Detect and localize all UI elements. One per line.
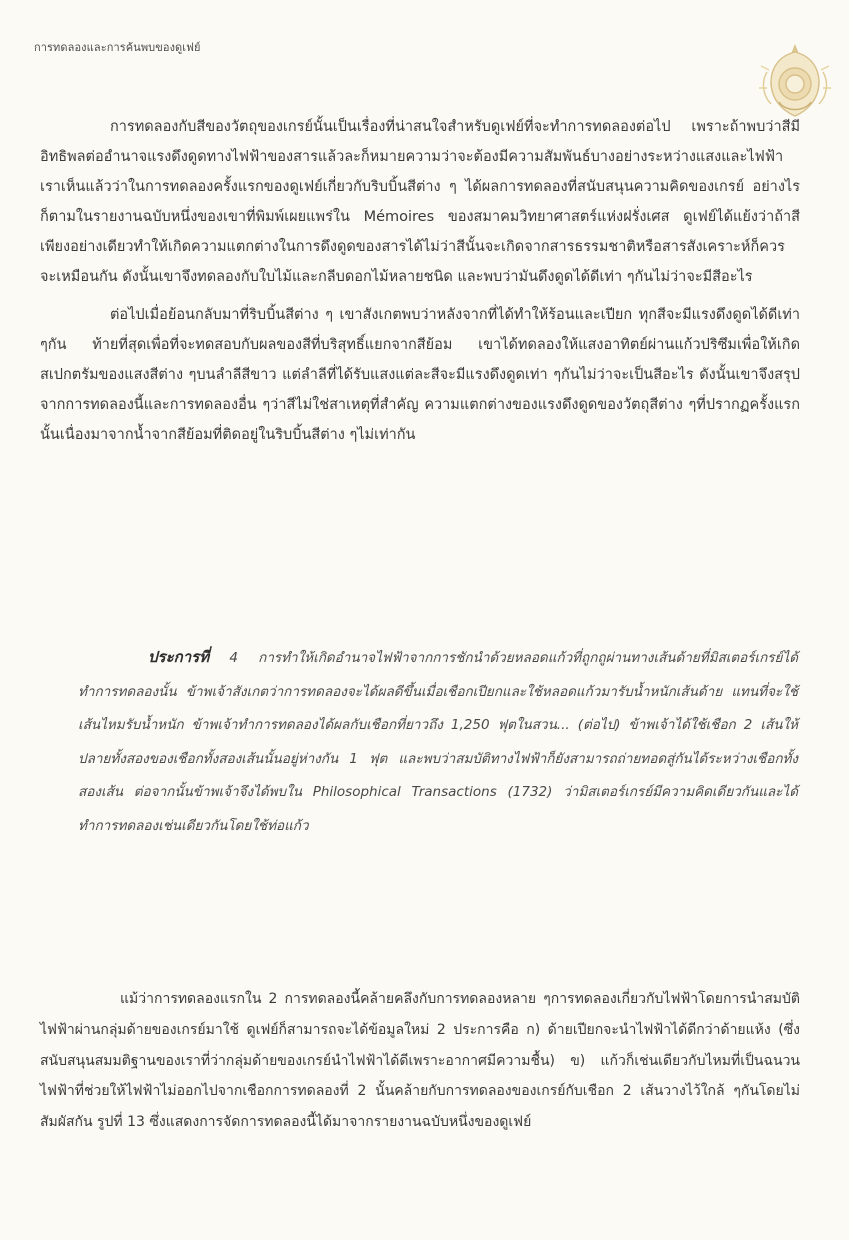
running-header: การทดลองและการค้นพบของดูเฟย์ [34,41,201,54]
block-quote [78,641,798,843]
quote-lead: ประการที่ [148,648,210,666]
paragraph-1: การทดลองกับสีของวัตถุของเกรย์นั้นเป็นเรื่องที่น่าสนใจสำหรับดูเฟย์ที่จะทำการทดลองต่อไป เพราะถ้าพบว่าสีมีอิทธิพลต่ออำนาจแรงดึงดูดทางไฟฟ้าของสารแล้วละก็หมายความว่าจะต้องมีความสัมพันธ์บางอย่างระหว่างแสงและไฟฟ้า เราเห็นแล้วว่าในการทดลองครั้งแรกของดูเฟย์เกี่ยวกับริบบิ้นสีต่าง ๆ ได้ผลการทดลองที่สนับสนุนความคิดของเกรย์ อย่างไรก็ตามในรายงานฉบับหนึ่งของเขาที่พิมพ์เผยแพร่ใน Mémoires ของสมาคมวิทยาศาสตร์แห่งฝรั่งเศส ดูเฟย์ได้แย้งว่าถ้าสีเพียงอย่างเดียวทำให้เกิดความแตกต่างในการดึงดูดของสารได้ไม่ว่าสีนั้นจะเกิดจากสารธรรมชาติหรือสารสังเคราะห์ก็ควรจะเหมือนกัน ดังนั้นเขาจึงทดลองกับใบไม้และกลีบดอกไม้หลายชนิด และพบว่ามันดึงดูดได้ดีเท่า ๆกันไม่ว่าจะมีสีอะไร [40,119,800,285]
emblem-icon [749,42,841,122]
paragraph-2: ต่อไปเมื่อย้อนกลับมาที่ริบบิ้นสีต่าง ๆ เขาสังเกตพบว่าหลังจากที่ได้ทำให้ร้อนและเปียก ทุกสีจะมีแรงดึงดูดได้ดีเท่า ๆกัน ท้ายที่สุดเพื่อที่จะทดสอบกับผลของสีที่บริสุทธิ์แยกจากสีย้อม เขาได้ทดลองให้แสงอาทิตย์ผ่านแก้วปริซึมเพื่อให้เกิดสเปกตรัมของแสงสีต่าง ๆบนลำลีสีขาว แต่ลำลีที่ได้รับแสงแต่ละสีจะมีแรงดึงดูดเท่า ๆกันไม่ว่าจะเป็นสีอะไร ดังนั้นเขาจึงสรุปจากการทดลองนี้และการทดลองอื่น ๆว่าสีไม่ใช่สาเหตุที่สำคัญ ความแตกต่างของแรงดึงดูดของวัตถุสีต่าง ๆที่ปรากฏครั้งแรกนั้นเนื่องมาจากน้ำจากสีย้อมที่ติดอยู่ในริบบิ้นสีต่าง ๆไม่เท่ากัน [40,307,800,443]
quote-number: 4 [229,650,238,666]
closing-paragraph: แม้ว่าการทดลองแรกใน 2 การทดลองนี้คล้ายคลึงกับการทดลองหลาย ๆการทดลองเกี่ยวกับไฟฟ้าโดยการนำสมบัติไฟฟ้าผ่านกลุ่มด้ายของเกรย์มาใช้ ดูเฟย์ก็สามารถจะได้ข้อมูลใหม่ 2 ประการคือ ก) ด้ายเปียกจะนำไฟฟ้าได้ดีกว่าด้ายแห้ง (ซึ่งสนับสนุนสมมติฐานของเราที่ว่ากลุ่มด้ายของเกรย์นำไฟฟ้าได้ดีเพราะอากาศมีความชื้น) ข) แก้วก็เช่นเดียวกับไหมที่เป็นฉนวนไฟฟ้าที่ช่วยให้ไฟฟ้าไม่ออกไปจากเชือกการทดลองที่ 2 นั้นคล้ายกับการทดลองของเกรย์กับเชือก 2 เส้นวางไว้ใกล้ ๆกันโดยไม่สัมผัสกัน รูปที่ 13 ซึ่งแสดงการจัดการทดลองนี้ได้มาจากรายงานฉบับหนึ่งของดูเฟย์ [40,991,800,1131]
main-text [40,112,800,450]
quote-text: การทำให้เกิดอำนาจไฟฟ้าจากการชักนำด้วยหลอดแก้วที่ถูกถูผ่านทางเส้นด้ายที่มิสเตอร์เกรย์ได้ทำการทดลองนั้น ข้าพเจ้าสังเกตว่าการทดลองจะได้ผลดีขึ้นเมื่อเชือกเปียกและใช้หลอดแก้วมารับน้ำหนักเส้นด้าย แทนที่จะใช้เส้นไหมรับน้ำหนัก ข้าพเจ้าทำการทดลองได้ผลกับเชือกที่ยาวถึง 1,250 ฟุตในสวน... (ต่อไป) ข้าพเจ้าได้ใช้เชือก 2 เส้นให้ปลายทั้งสองของเชือกทั้งสองเส้นนั้นอยู่ห่างกัน 1 ฟุต และพบว่าสมบัติทางไฟฟ้าก็ยังสามารถถ่ายทอดสู่กันได้ระหว่างเชือกทั้งสองเส้น ต่อจากนั้นข้าพเจ้าจึงได้พบใน Philosophical Transactions (1732) ว่ามิสเตอร์เกรย์มีความคิดเดียวกันและได้ทำการทดลองเช่นเดียวกันโดยใช้ท่อแก้ว [78,650,798,834]
